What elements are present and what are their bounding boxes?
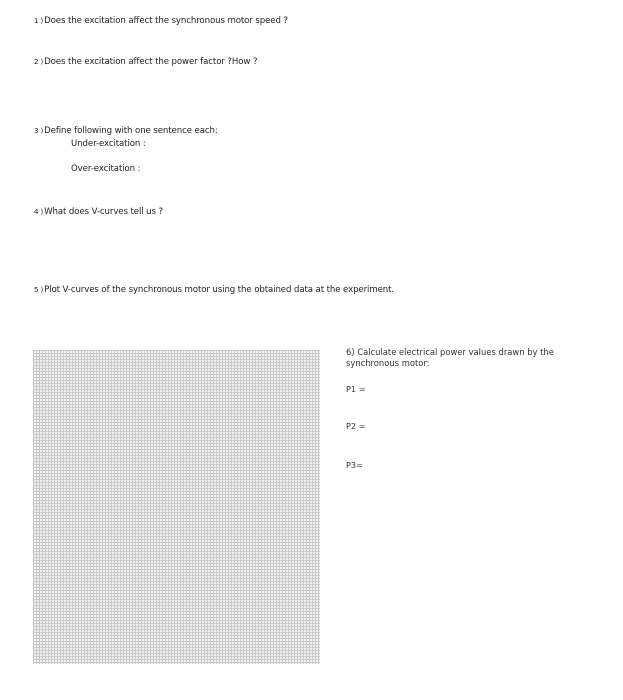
question-4: [34, 207, 163, 218]
p2-label: P2 =: [346, 421, 366, 431]
question-1-number: 1 ): [34, 17, 44, 25]
question-1: [34, 16, 288, 27]
question-3-text: Define following with one sentence each:: [44, 126, 218, 136]
question-4-text: What does V-curves tell us ?: [44, 207, 163, 217]
question-5: [34, 285, 394, 296]
p1-label: P1 =: [346, 384, 366, 394]
question-4-number: 4 ): [34, 208, 44, 216]
question-5-text: Plot V-curves of the synchronous motor using the obtained data at the experiment.: [44, 285, 395, 295]
question-3-number: 3 ): [34, 127, 44, 135]
question-2: [34, 57, 257, 68]
under-excitation-label: Under-excitation :: [71, 139, 146, 149]
p3-label: P3=: [346, 460, 364, 470]
question-2-number: 2 ): [34, 58, 44, 66]
over-excitation-label: Over-excitation :: [71, 164, 141, 174]
question-3: [34, 126, 218, 137]
graph-paper-grid: [33, 350, 320, 664]
question-1-text: Does the excitation affect the synchronous motor speed ?: [44, 16, 288, 26]
question-2-text: Does the excitation affect the power factor ?How ?: [44, 57, 258, 67]
question-6-text: 6) Calculate electrical power values drawn by the synchronous motor:: [346, 347, 554, 368]
question-5-number: 5 ): [34, 286, 44, 294]
